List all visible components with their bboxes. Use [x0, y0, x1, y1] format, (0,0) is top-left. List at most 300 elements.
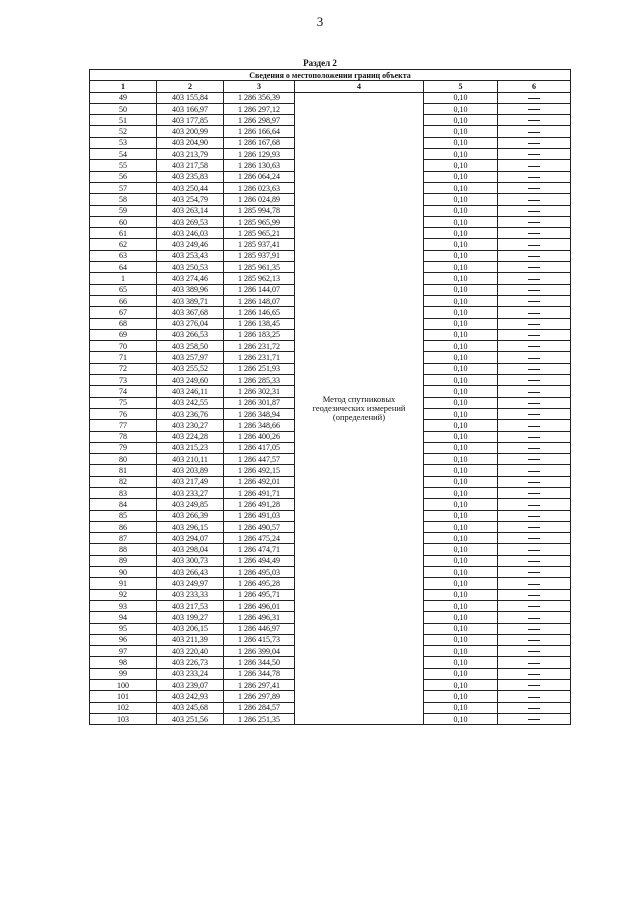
- accuracy-cell: 0,10: [424, 713, 498, 724]
- dash-mark: [528, 584, 540, 585]
- point-number-cell: 80: [90, 454, 157, 465]
- point-number-cell: 68: [90, 318, 157, 329]
- point-number-cell: 60: [90, 216, 157, 227]
- x-coordinate-cell: 403 217,58: [157, 160, 224, 171]
- accuracy-cell: 0,10: [424, 431, 498, 442]
- point-number-cell: 1: [90, 273, 157, 284]
- column-header: 4: [295, 81, 424, 92]
- caption-row: [90, 70, 571, 81]
- x-coordinate-cell: 403 389,71: [157, 295, 224, 306]
- accuracy-cell: 0,10: [424, 420, 498, 431]
- point-number-cell: 85: [90, 510, 157, 521]
- description-cell: [498, 228, 571, 239]
- y-coordinate-cell: 1 286 399,04: [224, 646, 295, 657]
- y-coordinate-cell: 1 286 297,12: [224, 103, 295, 114]
- description-cell: [498, 442, 571, 453]
- description-cell: [498, 713, 571, 724]
- point-number-cell: 99: [90, 668, 157, 679]
- dash-mark: [528, 222, 540, 223]
- accuracy-cell: 0,10: [424, 646, 498, 657]
- dash-mark: [528, 674, 540, 675]
- x-coordinate-cell: 403 249,46: [157, 239, 224, 250]
- description-cell: [498, 555, 571, 566]
- dash-mark: [528, 324, 540, 325]
- accuracy-cell: 0,10: [424, 623, 498, 634]
- x-coordinate-cell: 403 294,07: [157, 533, 224, 544]
- description-cell: [498, 567, 571, 578]
- description-cell: [498, 465, 571, 476]
- point-number-cell: 61: [90, 228, 157, 239]
- y-coordinate-cell: 1 286 166,64: [224, 126, 295, 137]
- y-coordinate-cell: 1 286 298,97: [224, 115, 295, 126]
- point-number-cell: 62: [90, 239, 157, 250]
- accuracy-cell: 0,10: [424, 555, 498, 566]
- x-coordinate-cell: 403 274,46: [157, 273, 224, 284]
- y-coordinate-cell: 1 286 490,57: [224, 521, 295, 532]
- accuracy-cell: 0,10: [424, 544, 498, 555]
- x-coordinate-cell: 403 257,97: [157, 352, 224, 363]
- y-coordinate-cell: 1 286 417,05: [224, 442, 295, 453]
- accuracy-cell: 0,10: [424, 487, 498, 498]
- point-number-cell: 57: [90, 182, 157, 193]
- accuracy-cell: 0,10: [424, 499, 498, 510]
- x-coordinate-cell: 403 233,27: [157, 487, 224, 498]
- x-coordinate-cell: 403 242,55: [157, 397, 224, 408]
- x-coordinate-cell: 403 206,15: [157, 623, 224, 634]
- description-cell: [498, 149, 571, 160]
- point-number-cell: 69: [90, 329, 157, 340]
- x-coordinate-cell: 403 298,04: [157, 544, 224, 555]
- y-coordinate-cell: 1 286 146,65: [224, 307, 295, 318]
- point-number-cell: 94: [90, 612, 157, 623]
- dash-mark: [528, 211, 540, 212]
- x-coordinate-cell: 403 210,11: [157, 454, 224, 465]
- accuracy-cell: 0,10: [424, 250, 498, 261]
- description-cell: [498, 160, 571, 171]
- dash-mark: [528, 166, 540, 167]
- accuracy-cell: 0,10: [424, 239, 498, 250]
- point-number-cell: 75: [90, 397, 157, 408]
- y-coordinate-cell: 1 286 492,15: [224, 465, 295, 476]
- point-number-cell: 49: [90, 92, 157, 103]
- y-coordinate-cell: 1 286 183,25: [224, 329, 295, 340]
- accuracy-cell: 0,10: [424, 691, 498, 702]
- accuracy-cell: 0,10: [424, 295, 498, 306]
- y-coordinate-cell: 1 286 251,93: [224, 363, 295, 374]
- accuracy-cell: 0,10: [424, 634, 498, 645]
- point-number-cell: 71: [90, 352, 157, 363]
- description-cell: [498, 126, 571, 137]
- x-coordinate-cell: 403 255,52: [157, 363, 224, 374]
- point-number-cell: 73: [90, 375, 157, 386]
- accuracy-cell: 0,10: [424, 589, 498, 600]
- x-coordinate-cell: 403 245,68: [157, 702, 224, 713]
- dash-mark: [528, 572, 540, 573]
- column-header: 2: [157, 81, 224, 92]
- description-cell: [498, 182, 571, 193]
- dash-mark: [528, 550, 540, 551]
- point-number-cell: 100: [90, 680, 157, 691]
- dash-mark: [528, 200, 540, 201]
- accuracy-cell: 0,10: [424, 103, 498, 114]
- dash-mark: [528, 132, 540, 133]
- x-coordinate-cell: 403 204,90: [157, 137, 224, 148]
- x-coordinate-cell: 403 300,73: [157, 555, 224, 566]
- point-number-cell: 78: [90, 431, 157, 442]
- description-cell: [498, 476, 571, 487]
- accuracy-cell: 0,10: [424, 668, 498, 679]
- description-cell: [498, 487, 571, 498]
- x-coordinate-cell: 403 155,84: [157, 92, 224, 103]
- y-coordinate-cell: 1 286 494,49: [224, 555, 295, 566]
- column-header: 3: [224, 81, 295, 92]
- header-row: [90, 81, 571, 92]
- dash-mark: [528, 493, 540, 494]
- x-coordinate-cell: 403 233,33: [157, 589, 224, 600]
- dash-mark: [528, 392, 540, 393]
- dash-mark: [528, 403, 540, 404]
- dash-mark: [528, 346, 540, 347]
- point-number-cell: 74: [90, 386, 157, 397]
- y-coordinate-cell: 1 286 492,01: [224, 476, 295, 487]
- dash-mark: [528, 606, 540, 607]
- accuracy-cell: 0,10: [424, 476, 498, 487]
- accuracy-cell: 0,10: [424, 465, 498, 476]
- y-coordinate-cell: 1 286 024,89: [224, 194, 295, 205]
- description-cell: [498, 544, 571, 555]
- y-coordinate-cell: 1 286 496,01: [224, 600, 295, 611]
- x-coordinate-cell: 403 250,44: [157, 182, 224, 193]
- dash-mark: [528, 527, 540, 528]
- description-cell: [498, 194, 571, 205]
- point-number-cell: 52: [90, 126, 157, 137]
- x-coordinate-cell: 403 296,15: [157, 521, 224, 532]
- y-coordinate-cell: 1 286 302,31: [224, 386, 295, 397]
- dash-mark: [528, 154, 540, 155]
- dash-mark: [528, 538, 540, 539]
- description-cell: [498, 533, 571, 544]
- x-coordinate-cell: 403 220,40: [157, 646, 224, 657]
- dash-mark: [528, 279, 540, 280]
- x-coordinate-cell: 403 239,07: [157, 680, 224, 691]
- dash-mark: [528, 233, 540, 234]
- dash-mark: [528, 459, 540, 460]
- point-number-cell: 95: [90, 623, 157, 634]
- y-coordinate-cell: 1 286 297,89: [224, 691, 295, 702]
- point-number-cell: 67: [90, 307, 157, 318]
- description-cell: [498, 646, 571, 657]
- x-coordinate-cell: 403 263,14: [157, 205, 224, 216]
- accuracy-cell: 0,10: [424, 273, 498, 284]
- dash-mark: [528, 256, 540, 257]
- dash-mark: [528, 685, 540, 686]
- accuracy-cell: 0,10: [424, 657, 498, 668]
- accuracy-cell: 0,10: [424, 386, 498, 397]
- y-coordinate-cell: 1 286 148,07: [224, 295, 295, 306]
- dash-mark: [528, 651, 540, 652]
- point-number-cell: 51: [90, 115, 157, 126]
- x-coordinate-cell: 403 236,76: [157, 408, 224, 419]
- y-coordinate-cell: 1 286 023,63: [224, 182, 295, 193]
- dash-mark: [528, 414, 540, 415]
- accuracy-cell: 0,10: [424, 612, 498, 623]
- accuracy-cell: 0,10: [424, 510, 498, 521]
- accuracy-cell: 0,10: [424, 363, 498, 374]
- description-cell: [498, 600, 571, 611]
- y-coordinate-cell: 1 286 356,39: [224, 92, 295, 103]
- point-number-cell: 91: [90, 578, 157, 589]
- x-coordinate-cell: 403 166,97: [157, 103, 224, 114]
- y-coordinate-cell: 1 286 344,78: [224, 668, 295, 679]
- description-cell: [498, 352, 571, 363]
- y-coordinate-cell: 1 286 130,63: [224, 160, 295, 171]
- dash-mark: [528, 380, 540, 381]
- x-coordinate-cell: 403 211,39: [157, 634, 224, 645]
- accuracy-cell: 0,10: [424, 182, 498, 193]
- y-coordinate-cell: 1 286 491,28: [224, 499, 295, 510]
- dash-mark: [528, 618, 540, 619]
- accuracy-cell: 0,10: [424, 408, 498, 419]
- y-coordinate-cell: 1 286 064,24: [224, 171, 295, 182]
- description-cell: [498, 341, 571, 352]
- accuracy-cell: 0,10: [424, 228, 498, 239]
- dash-mark: [528, 663, 540, 664]
- description-cell: [498, 431, 571, 442]
- dash-mark: [528, 245, 540, 246]
- accuracy-cell: 0,10: [424, 137, 498, 148]
- dash-mark: [528, 109, 540, 110]
- point-number-cell: 65: [90, 284, 157, 295]
- description-cell: [498, 499, 571, 510]
- point-number-cell: 101: [90, 691, 157, 702]
- point-number-cell: 87: [90, 533, 157, 544]
- y-coordinate-cell: 1 285 965,99: [224, 216, 295, 227]
- x-coordinate-cell: 403 246,11: [157, 386, 224, 397]
- y-coordinate-cell: 1 286 475,24: [224, 533, 295, 544]
- point-number-cell: 63: [90, 250, 157, 261]
- point-number-cell: 84: [90, 499, 157, 510]
- dash-mark: [528, 708, 540, 709]
- dash-mark: [528, 640, 540, 641]
- dash-mark: [528, 437, 540, 438]
- accuracy-cell: 0,10: [424, 341, 498, 352]
- accuracy-cell: 0,10: [424, 284, 498, 295]
- point-number-cell: 50: [90, 103, 157, 114]
- y-coordinate-cell: 1 286 284,57: [224, 702, 295, 713]
- dash-mark: [528, 697, 540, 698]
- x-coordinate-cell: 403 266,43: [157, 567, 224, 578]
- x-coordinate-cell: 403 242,93: [157, 691, 224, 702]
- y-coordinate-cell: 1 286 344,50: [224, 657, 295, 668]
- point-number-cell: 55: [90, 160, 157, 171]
- dash-mark: [528, 448, 540, 449]
- x-coordinate-cell: 403 249,60: [157, 375, 224, 386]
- description-cell: [498, 454, 571, 465]
- dash-mark: [528, 482, 540, 483]
- accuracy-cell: 0,10: [424, 521, 498, 532]
- x-coordinate-cell: 403 276,04: [157, 318, 224, 329]
- y-coordinate-cell: 1 286 144,07: [224, 284, 295, 295]
- dash-mark: [528, 595, 540, 596]
- y-coordinate-cell: 1 286 415,73: [224, 634, 295, 645]
- point-number-cell: 64: [90, 262, 157, 273]
- description-cell: [498, 420, 571, 431]
- description-cell: [498, 273, 571, 284]
- description-cell: [498, 171, 571, 182]
- accuracy-cell: 0,10: [424, 205, 498, 216]
- y-coordinate-cell: 1 286 285,33: [224, 375, 295, 386]
- y-coordinate-cell: 1 286 495,71: [224, 589, 295, 600]
- x-coordinate-cell: 403 233,24: [157, 668, 224, 679]
- table-head: [90, 70, 571, 93]
- description-cell: [498, 329, 571, 340]
- dash-mark: [528, 335, 540, 336]
- table-row: [90, 92, 571, 103]
- page-number: 3: [316, 14, 324, 29]
- description-cell: [498, 386, 571, 397]
- point-number-cell: 92: [90, 589, 157, 600]
- x-coordinate-cell: 403 258,50: [157, 341, 224, 352]
- description-cell: [498, 216, 571, 227]
- x-coordinate-cell: 403 251,56: [157, 713, 224, 724]
- description-cell: [498, 307, 571, 318]
- description-cell: [498, 691, 571, 702]
- column-header: 5: [424, 81, 498, 92]
- accuracy-cell: 0,10: [424, 397, 498, 408]
- accuracy-cell: 0,10: [424, 194, 498, 205]
- accuracy-cell: 0,10: [424, 442, 498, 453]
- description-cell: [498, 680, 571, 691]
- dash-mark: [528, 177, 540, 178]
- accuracy-cell: 0,10: [424, 702, 498, 713]
- y-coordinate-cell: 1 286 301,87: [224, 397, 295, 408]
- description-cell: [498, 92, 571, 103]
- dash-mark: [528, 561, 540, 562]
- description-cell: [498, 612, 571, 623]
- description-cell: [498, 702, 571, 713]
- point-number-cell: 72: [90, 363, 157, 374]
- accuracy-cell: 0,10: [424, 680, 498, 691]
- dash-mark: [528, 98, 540, 99]
- y-coordinate-cell: 1 286 495,03: [224, 567, 295, 578]
- point-number-cell: 66: [90, 295, 157, 306]
- accuracy-cell: 0,10: [424, 600, 498, 611]
- accuracy-cell: 0,10: [424, 160, 498, 171]
- accuracy-cell: 0,10: [424, 171, 498, 182]
- x-coordinate-cell: 403 226,73: [157, 657, 224, 668]
- y-coordinate-cell: 1 286 447,57: [224, 454, 295, 465]
- x-coordinate-cell: 403 249,85: [157, 499, 224, 510]
- dash-mark: [528, 426, 540, 427]
- description-cell: [498, 578, 571, 589]
- x-coordinate-cell: 403 254,79: [157, 194, 224, 205]
- point-number-cell: 79: [90, 442, 157, 453]
- x-coordinate-cell: 403 249,97: [157, 578, 224, 589]
- section-title: Раздел 2: [303, 58, 337, 68]
- description-cell: [498, 295, 571, 306]
- accuracy-cell: 0,10: [424, 115, 498, 126]
- description-cell: [498, 375, 571, 386]
- dash-mark: [528, 120, 540, 121]
- x-coordinate-cell: 403 199,27: [157, 612, 224, 623]
- description-cell: [498, 668, 571, 679]
- point-number-cell: 58: [90, 194, 157, 205]
- description-cell: [498, 363, 571, 374]
- accuracy-cell: 0,10: [424, 307, 498, 318]
- dash-mark: [528, 719, 540, 720]
- dash-mark: [528, 629, 540, 630]
- y-coordinate-cell: 1 286 348,66: [224, 420, 295, 431]
- x-coordinate-cell: 403 200,99: [157, 126, 224, 137]
- point-number-cell: 86: [90, 521, 157, 532]
- description-cell: [498, 521, 571, 532]
- dash-mark: [528, 290, 540, 291]
- x-coordinate-cell: 403 389,96: [157, 284, 224, 295]
- accuracy-cell: 0,10: [424, 329, 498, 340]
- point-number-cell: 88: [90, 544, 157, 555]
- dash-mark: [528, 267, 540, 268]
- accuracy-cell: 0,10: [424, 216, 498, 227]
- dash-mark: [528, 358, 540, 359]
- y-coordinate-cell: 1 285 962,13: [224, 273, 295, 284]
- table-body: [90, 92, 571, 725]
- y-coordinate-cell: 1 286 138,45: [224, 318, 295, 329]
- description-cell: [498, 115, 571, 126]
- y-coordinate-cell: 1 285 937,41: [224, 239, 295, 250]
- accuracy-cell: 0,10: [424, 578, 498, 589]
- x-coordinate-cell: 403 266,53: [157, 329, 224, 340]
- description-cell: [498, 239, 571, 250]
- method-cell: [295, 92, 424, 725]
- description-cell: [498, 137, 571, 148]
- column-header: 1: [90, 81, 157, 92]
- method-text: Метод спутниковых геодезических измерений (определений): [312, 393, 406, 422]
- description-cell: [498, 408, 571, 419]
- y-coordinate-cell: 1 286 496,31: [224, 612, 295, 623]
- point-number-cell: 54: [90, 149, 157, 160]
- accuracy-cell: 0,10: [424, 352, 498, 363]
- y-coordinate-cell: 1 286 446,97: [224, 623, 295, 634]
- y-coordinate-cell: 1 286 129,93: [224, 149, 295, 160]
- point-number-cell: 96: [90, 634, 157, 645]
- accuracy-cell: 0,10: [424, 92, 498, 103]
- description-cell: [498, 589, 571, 600]
- y-coordinate-cell: 1 286 348,94: [224, 408, 295, 419]
- y-coordinate-cell: 1 285 994,78: [224, 205, 295, 216]
- dash-mark: [528, 301, 540, 302]
- x-coordinate-cell: 403 177,85: [157, 115, 224, 126]
- x-coordinate-cell: 403 224,28: [157, 431, 224, 442]
- table-caption: Сведения о местоположении границ объекта: [90, 70, 571, 81]
- point-number-cell: 98: [90, 657, 157, 668]
- point-number-cell: 97: [90, 646, 157, 657]
- description-cell: [498, 205, 571, 216]
- point-number-cell: 90: [90, 567, 157, 578]
- description-cell: [498, 510, 571, 521]
- accuracy-cell: 0,10: [424, 126, 498, 137]
- y-coordinate-cell: 1 286 491,03: [224, 510, 295, 521]
- x-coordinate-cell: 403 250,53: [157, 262, 224, 273]
- y-coordinate-cell: 1 285 961,35: [224, 262, 295, 273]
- dash-mark: [528, 188, 540, 189]
- description-cell: [498, 284, 571, 295]
- coordinates-table: [89, 69, 571, 725]
- accuracy-cell: 0,10: [424, 318, 498, 329]
- description-cell: [498, 623, 571, 634]
- accuracy-cell: 0,10: [424, 262, 498, 273]
- accuracy-cell: 0,10: [424, 149, 498, 160]
- point-number-cell: 70: [90, 341, 157, 352]
